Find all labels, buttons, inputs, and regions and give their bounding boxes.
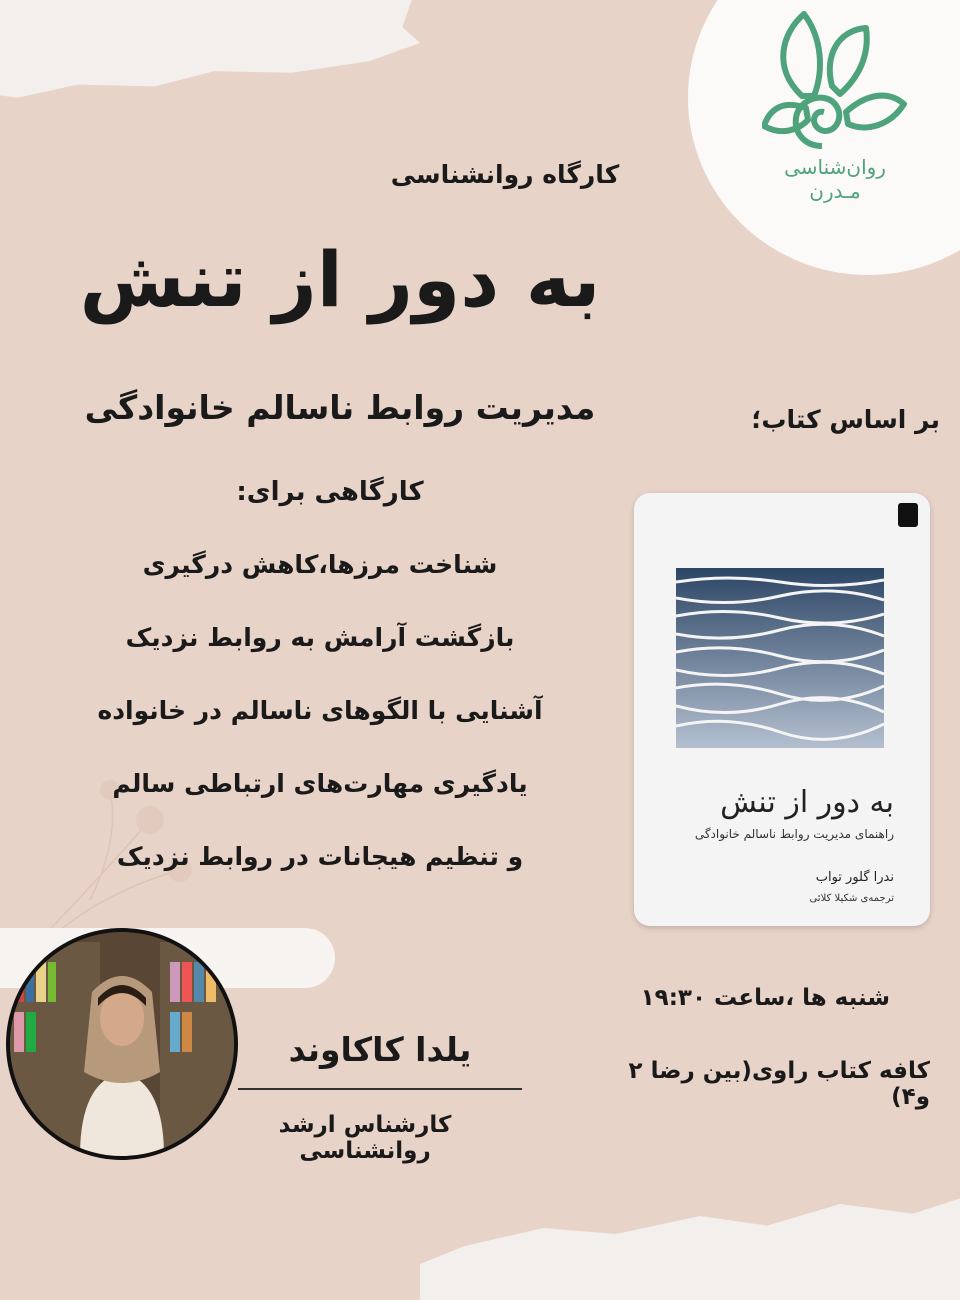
speaker-photo [6,928,238,1160]
topic-item: بازگشت آرامش به روابط نزدیک [125,623,515,652]
speaker-divider [238,1088,522,1090]
book-cover [634,493,930,926]
speaker-portrait-image [10,932,234,1156]
book-author: ندرا گلور تواب [815,870,894,885]
logo-line-2: مـدرن [809,179,861,203]
book-subtitle: راهنمای مدیریت روابط ناسالم خانوادگی [694,827,894,841]
topics-list [60,535,580,900]
logo-line-1: روان‌شناسی [784,155,886,179]
publisher-logo [898,503,918,527]
topic-item: آشنایی با الگوهای ناسالم در خانواده [97,696,543,725]
topic-item: و تنظیم هیجانات در روابط نزدیک [116,842,524,871]
speaker-name: یلدا کاکاوند [288,1030,472,1069]
flower-logo-icon [762,8,908,158]
torn-paper-bottom-decoration [420,1180,960,1300]
book-translator: ترجمه‌ی شکیلا کلائی [809,893,894,904]
logo-wordmark [760,155,910,203]
topic-item: شناخت مرزها،کاهش درگیری [142,550,498,579]
subtitle: مدیریت روابط ناسالم خانوادگی [84,388,596,427]
book-title: به دور از تنش [720,785,894,820]
for-label: کارگاهی برای: [236,477,424,507]
torn-paper-top-decoration [0,0,422,107]
based-on-label: بر اساس کتاب؛ [751,405,940,434]
workshop-label: کارگاه روانشناسی [390,160,620,189]
schedule-text: شنبه ها ،ساعت ۱۹:۳۰ [640,985,890,1011]
speaker-role: کارشناس ارشد روانشناسی [278,1112,452,1164]
topic-item: یادگیری مهارت‌های ارتباطی سالم [112,769,528,798]
main-title: به دور از تنش [79,235,601,324]
wave-illustration [676,568,884,748]
venue-text: کافه کتاب راوی(بین رضا ۲ و۴) [628,1058,930,1110]
